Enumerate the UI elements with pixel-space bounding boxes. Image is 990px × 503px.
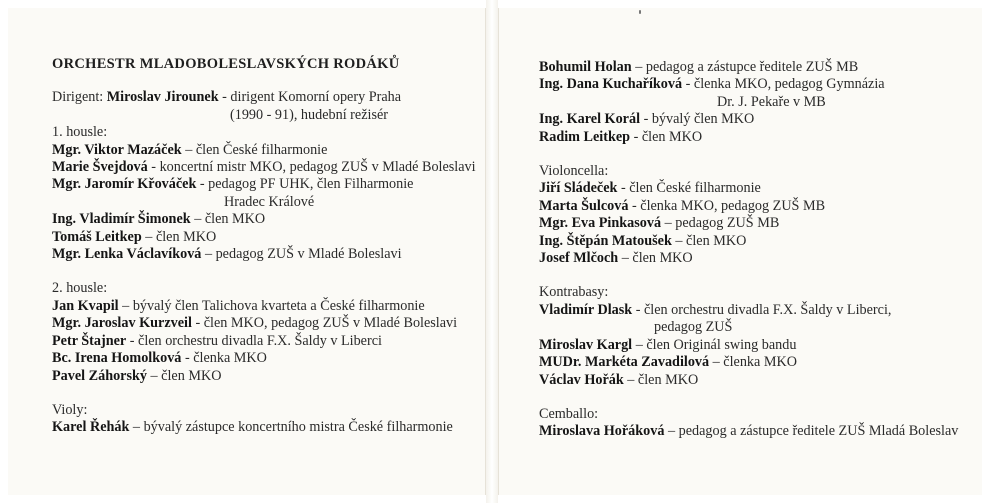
- member-line: [539, 302, 958, 319]
- member-desc: – bývalý zástupce koncertního mistra České filharmonie: [129, 419, 453, 436]
- member-desc: - člen orchestru divadla F.X. Šaldy v Liberci,: [632, 301, 892, 318]
- member-name: Ing. Karel Korál: [539, 111, 641, 128]
- member-line: [539, 111, 958, 128]
- member-name: Vladimír Dlask: [539, 301, 633, 318]
- member-name: Petr Štajner: [52, 332, 127, 349]
- member-desc: - člen orchestru divadla F.X. Šaldy v Liberci: [126, 332, 382, 349]
- member-name: Václav Hořák: [539, 371, 624, 388]
- member-line: [539, 423, 958, 440]
- member-desc: – člen MKO: [623, 371, 699, 388]
- member-name: Josef Mlčoch: [539, 250, 619, 267]
- member-desc: – pedagog ZUŠ MB: [661, 215, 780, 232]
- member-line: [539, 129, 958, 146]
- member-name: Bc. Irena Homolková: [52, 350, 182, 367]
- member-name: Miroslava Hořáková: [539, 423, 665, 440]
- member-line: [52, 229, 476, 246]
- member-line: [539, 180, 958, 197]
- section-heading-double-basses: Kontrabasy:: [539, 284, 609, 301]
- member-desc: - koncertní mistr MKO, pedagog ZUŠ v Mladé Boleslavi: [147, 159, 476, 176]
- member-line: [539, 354, 958, 371]
- book-gutter: [486, 0, 498, 503]
- member-line: [52, 176, 476, 193]
- member-desc-cont: Hradec Králové: [224, 193, 315, 210]
- member-desc: - člen České filharmonie: [617, 180, 761, 197]
- member-name: Bohumil Holan: [539, 59, 632, 75]
- member-desc: - člen MKO: [630, 128, 703, 145]
- member-desc: - pedagog PF UHK, člen Filharmonie: [196, 176, 414, 193]
- member-desc: – člen MKO: [190, 211, 266, 228]
- member-desc: – člen MKO: [671, 232, 747, 249]
- member-name: Mgr. Viktor Mazáček: [52, 141, 182, 158]
- member-line: [539, 198, 958, 215]
- member-desc: – pedagog ZUŠ v Mladé Boleslavi: [201, 246, 402, 263]
- member-line: [52, 333, 476, 350]
- member-line: [539, 59, 958, 76]
- member-line: [52, 159, 476, 176]
- member-name: Marie Švejdová: [52, 159, 148, 176]
- conductor-name: Miroslav Jirounek: [106, 89, 219, 106]
- member-desc-cont: pedagog ZUŠ: [654, 319, 733, 336]
- section-heading-violins-2: 2. housle:: [52, 280, 108, 297]
- member-line: [52, 368, 476, 385]
- member-desc: – člen České filharmonie: [181, 141, 328, 158]
- member-name: Tomáš Leitkep: [52, 228, 142, 245]
- orchestra-title: ORCHESTR MLADOBOLESLAVSKÝCH RODÁKŮ: [52, 56, 400, 72]
- member-desc: - bývalý člen MKO: [640, 111, 755, 128]
- member-name: Marta Šulcová: [539, 197, 629, 214]
- member-desc: – člen MKO: [146, 367, 222, 384]
- conductor-desc: - dirigent Komorní opery Praha: [218, 89, 402, 106]
- member-name: Karel Řehák: [52, 419, 130, 436]
- member-line: [539, 76, 958, 93]
- section-heading-harpsichord: Cemballo:: [539, 405, 599, 422]
- member-desc: – člen MKO: [618, 250, 693, 267]
- member-desc: – pedagog a zástupce ředitele ZUŠ Mladá Boleslav: [664, 423, 959, 440]
- member-name: Miroslav Kargl: [539, 336, 633, 353]
- member-line: [52, 298, 476, 315]
- member-desc: - členka MKO: [181, 350, 267, 367]
- member-desc-cont: Dr. J. Pekaře v MB: [717, 93, 826, 110]
- section-heading-violas: Violy:: [52, 401, 88, 418]
- member-desc: - členka MKO, pedagog ZUŠ MB: [628, 197, 826, 214]
- right-column: [539, 59, 958, 441]
- print-speck: [639, 10, 641, 14]
- member-name: Jan Kvapil: [52, 297, 119, 314]
- conductor-label: Dirigent:: [52, 89, 107, 106]
- member-name: MUDr. Markéta Zavadilová: [539, 354, 710, 371]
- member-line: [52, 419, 476, 436]
- conductor-desc-cont: (1990 - 91), hudební režisér: [230, 106, 388, 123]
- member-desc: - člen MKO, pedagog ZUŠ v Mladé Boleslavi: [191, 315, 458, 332]
- member-name: Ing. Dana Kuchaříková: [539, 76, 683, 93]
- member-desc: – pedagog a zástupce ředitele ZUŠ MB: [631, 59, 859, 75]
- member-desc: – člen MKO: [141, 228, 217, 245]
- member-name: Mgr. Lenka Václavíková: [52, 246, 202, 263]
- member-desc: - členka MKO, pedagog Gymnázia: [682, 76, 885, 93]
- member-line: [52, 350, 476, 367]
- member-desc: – členka MKO: [709, 354, 797, 371]
- section-heading-violins-1: 1. housle:: [52, 124, 108, 141]
- member-name: Mgr. Jaroslav Kurzveil: [52, 315, 192, 332]
- section-heading-cellos: Violoncella:: [539, 163, 609, 180]
- member-line: [52, 315, 476, 332]
- left-page: [8, 8, 486, 495]
- member-name: Radim Leitkep: [539, 128, 631, 145]
- member-name: Ing. Štěpán Matoušek: [539, 232, 672, 249]
- member-name: Pavel Záhorský: [52, 367, 147, 384]
- member-line: [52, 211, 476, 228]
- conductor-line: [52, 89, 476, 106]
- right-page: [498, 8, 982, 495]
- member-desc: – bývalý člen Talichova kvarteta a České filharmonie: [118, 297, 425, 314]
- member-line: [539, 337, 958, 354]
- member-name: Jiří Sládeček: [539, 180, 618, 197]
- member-name: Mgr. Eva Pinkasová: [539, 215, 662, 232]
- member-name: Mgr. Jaromír Křováček: [52, 176, 197, 193]
- member-line: [52, 246, 476, 263]
- left-column: [52, 56, 476, 437]
- member-line: [539, 233, 958, 250]
- member-line: [52, 142, 476, 159]
- member-line: [539, 215, 958, 232]
- member-line: [539, 372, 958, 389]
- member-name: Ing. Vladimír Šimonek: [52, 211, 191, 228]
- member-line: [539, 250, 958, 267]
- member-desc: – člen Originál swing bandu: [632, 336, 797, 353]
